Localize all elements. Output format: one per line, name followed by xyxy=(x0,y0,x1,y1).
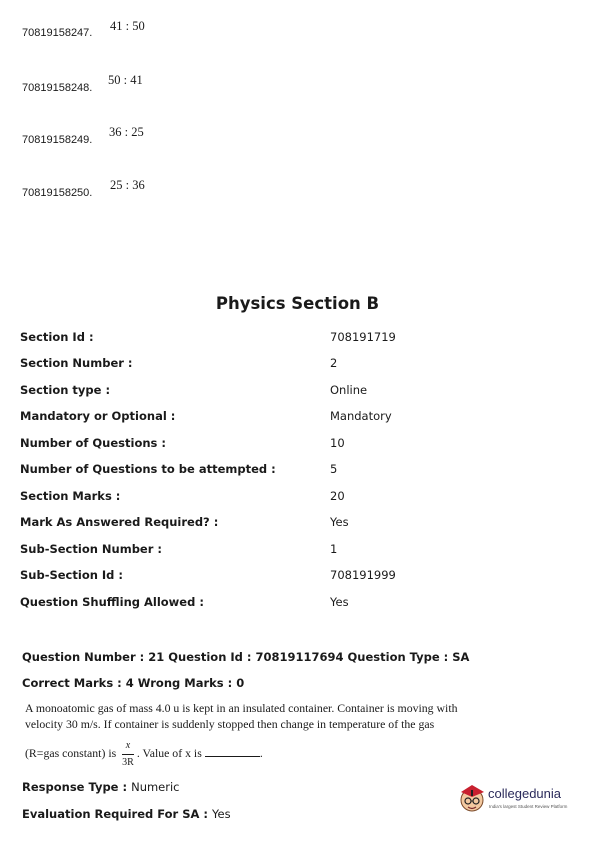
info-label: Section type : xyxy=(20,383,111,397)
info-row xyxy=(20,542,580,558)
question-line xyxy=(25,738,465,771)
question-line: A monoatomic gas of mass 4.0 u is kept in an insulated container. Container is moving with xyxy=(25,701,458,715)
section-title: Physics Section B xyxy=(215,294,380,313)
mascot-icon xyxy=(458,782,488,816)
option-id: 70819158247. xyxy=(22,27,93,39)
info-value: Yes xyxy=(330,595,349,609)
info-value: 708191999 xyxy=(330,568,396,582)
info-row xyxy=(20,489,580,505)
option-id: 70819158249. xyxy=(22,134,93,146)
info-label: Number of Questions : xyxy=(20,436,166,450)
option-id: 70819158250. xyxy=(22,187,93,199)
option-ratio: 25 : 36 xyxy=(110,178,145,192)
info-value: Online xyxy=(330,383,368,397)
answer-blank xyxy=(205,756,260,757)
evaluation-label: Evaluation Required For SA : xyxy=(22,807,209,821)
logo-name: collegedunia xyxy=(488,786,562,801)
evaluation-required xyxy=(22,807,231,821)
evaluation-value: Yes xyxy=(212,807,231,821)
question-text-fragment: (R=gas constant) is xyxy=(25,746,117,761)
option-ratio: 41 : 50 xyxy=(110,19,145,33)
info-value: Mandatory xyxy=(330,409,392,423)
info-row xyxy=(20,409,580,425)
info-label: Section Id : xyxy=(20,330,94,344)
logo-tagline: India's largest Student Review Platform xyxy=(489,804,568,809)
info-label: Mark As Answered Required? : xyxy=(20,515,219,529)
info-value: 20 xyxy=(330,489,345,503)
option-ratio: 36 : 25 xyxy=(109,125,144,139)
info-row xyxy=(20,515,580,531)
fraction-denominator: 3R xyxy=(122,757,134,768)
info-label: Question Shuffling Allowed : xyxy=(20,595,204,609)
question-marks: Correct Marks : 4 Wrong Marks : 0 xyxy=(22,676,245,690)
info-row xyxy=(20,330,580,346)
info-label: Section Number : xyxy=(20,356,133,370)
response-type-value: Numeric xyxy=(131,780,180,794)
fraction xyxy=(122,738,134,771)
question-text xyxy=(25,700,465,771)
info-label: Section Marks : xyxy=(20,489,121,503)
question-header: Question Number : 21 Question Id : 70819117694 Question Type : SA xyxy=(22,650,470,664)
info-label: Number of Questions to be attempted : xyxy=(20,462,276,476)
info-value: 708191719 xyxy=(330,330,396,344)
info-label: Mandatory or Optional : xyxy=(20,409,176,423)
question-text-fragment: . xyxy=(259,746,263,761)
info-row xyxy=(20,436,580,452)
collegedunia-logo xyxy=(458,782,578,820)
info-value: 2 xyxy=(330,356,338,370)
info-row xyxy=(20,595,580,611)
info-value: 1 xyxy=(330,542,338,556)
info-label: Sub-Section Number : xyxy=(20,542,163,556)
info-row xyxy=(20,568,580,584)
info-row xyxy=(20,383,580,399)
info-value: 10 xyxy=(330,436,345,450)
option-ratio: 50 : 41 xyxy=(108,73,143,87)
response-type xyxy=(22,780,180,794)
question-line: velocity 30 m/s. If container is suddenly stopped then change in temperature of the gas xyxy=(25,717,435,731)
info-label: Sub-Section Id : xyxy=(20,568,124,582)
info-value: Yes xyxy=(330,515,349,529)
info-value: 5 xyxy=(330,462,338,476)
question-text-fragment: . Value of x is xyxy=(136,746,202,761)
info-row xyxy=(20,356,580,372)
fraction-numerator: x xyxy=(122,738,134,755)
option-id: 70819158248. xyxy=(22,82,93,94)
response-type-label: Response Type : xyxy=(22,780,128,794)
info-row xyxy=(20,462,580,478)
